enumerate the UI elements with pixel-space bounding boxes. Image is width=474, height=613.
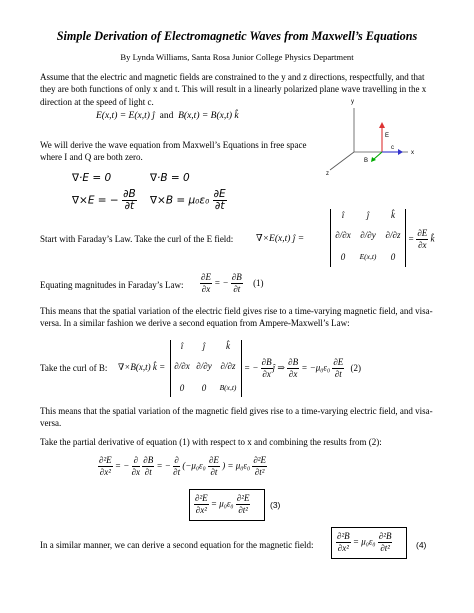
equation-4-number: (4) [416,540,427,550]
axes-diagram [318,92,428,177]
equation-3-number: (3) [270,500,281,510]
intro-paragraph: Assume that the electric and magnetic fields are constrained to the y and z directions, respectfully, and that they are both functions of only x and t. This will result in a linearly polarized plane wave travelling in the x direction at the speed of light c. [40,72,427,107]
eq1-label-text: Equating magnitudes in Faraday’s Law: [40,280,184,290]
spatial-paragraph-1: This means that the spatial variation of the electric field gives rise to a time-varying magnetic field, and visa-versa. In a similar fashion we derive a second equation from Ampere-Maxwell’s Law: [40,306,433,329]
ampere-determinant: î ĵ k̂ ∂/∂x ∂/∂y ∂/∂z 0 0 B(x,t) [170,340,242,397]
b-field-def: B(x,t) = B(x,t) [178,111,233,121]
faraday-lhs: ∇×E(x,t) ĵ = [256,234,305,244]
free-space-paragraph: We will derive the wave equation from Maxwell’s Equations in free space where I and Q are both zero. [40,140,307,163]
byline: By Lynda Williams, Santa Rosa Junior College Physics Department [120,52,354,62]
equation-3-box [189,489,265,521]
c-label: c [391,145,394,151]
equation-3: $\frac{\text{∂²E}}{\text{∂x²}}$ = μ₀ε₀ $\frac{\text{∂²E}}{\text{∂t²}}$ [195,493,250,515]
z-axis-line [330,152,354,170]
c-vector-head [398,149,403,155]
equation-4: $\frac{\text{∂²B}}{\text{∂x²}}$ = μ₀ε₀ $\frac{\text{∂²B}}{\text{∂t²}}$ [337,531,392,553]
faraday-determinant: î ĵ k̂ ∂/∂x ∂/∂y ∂/∂z 0 E(x,t) 0 [330,209,406,267]
faraday-rhs: = $\frac{\partial E}{\partial x}$ k̂ [408,228,435,250]
e-field-def: E(x,t) = E(x,t) [96,111,150,121]
b-label: B [364,158,369,164]
curl-b-equation: ∇×B = μ₀ε₀ $\frac{\partial E}{\partial t}$ [150,188,226,212]
similar-manner-text: In a similar manner, we can derive a second equation for the magnetic field: [40,540,314,550]
curl-e-equation: ∇×E = − $\frac{\partial B}{\partial t}$ [72,188,136,212]
spatial-paragraph-2: This means that the spatial variation of the magnetic field gives rise to a time-varying electric field, and visa-versa. [40,406,433,429]
equation-1-number: (1) [253,277,264,288]
y-axis-label: y [351,99,354,105]
ampere-text: Take the curl of B: [40,363,108,373]
div-e-equation: ∇·E = 0 [72,172,112,184]
faraday-text: Start with Faraday’s Law. Take the curl of the E field: [40,234,234,244]
chain-equation: $\frac{\text{∂²E}}{\text{∂x²}}$ = − $\frac{\partial}{\partial x}$ $\frac{\partial B}{\partial t}$ = − $\frac{\partial}{\partial t}$ (−μ₀ε₀ $\frac{\partial E}{\partial t}$ ) = μ₀ε₀ $\frac{\text{∂²E}}{\text{∂t²}}$ [99,455,266,477]
x-axis-label: x [411,150,414,156]
b-vector [374,152,382,159]
z-axis-label: z [326,171,329,177]
field-definitions: E(x,t) = E(x,t) ĵ and B(x,t) = B(x,t) k̂ [96,111,239,121]
div-b-equation: ∇·B = 0 [150,172,190,184]
partial-derivative-text: Take the partial derivative of equation (1) with respect to x and combining the results from (2): [40,437,382,447]
ampere-rhs: = − $\frac{\partial B}{\partial x}$ ĵ ⇒ $\frac{\partial B}{\partial x}$ = −μ₀ε₀ $\frac{\partial E}{\partial t}$ (2) [244,357,362,379]
equation-4-box [331,527,407,559]
and-text: and [159,111,174,121]
e-vector-head [379,122,385,128]
page-title: Simple Derivation of Electromagnetic Waves from Maxwell’s Equations [56,29,418,43]
equation-2-number: (2) [350,362,362,373]
e-label: E [385,133,390,139]
equation-1: $\frac{\partial E}{\partial x}$ = − $\frac{\partial B}{\partial t}$ (1) [201,272,264,294]
ampere-lhs: ∇×B(x,t) k̂ = [118,362,166,372]
